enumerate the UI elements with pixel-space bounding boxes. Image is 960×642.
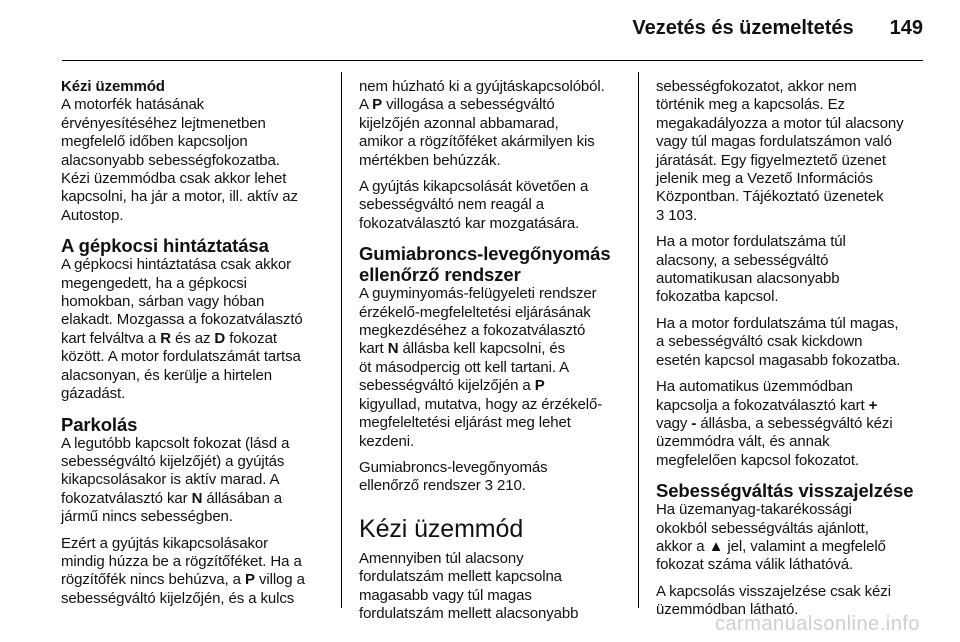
text-line: fokozatválasztó kar mozgatására. [359, 214, 580, 232]
text-line: kigyullad, mutatva, hogy az érzékelő- [359, 395, 603, 413]
section-heading: A gépkocsi hintáztatása [61, 235, 269, 257]
text-line: nem húzható ki a gyújtáskapcsolóból. [359, 78, 605, 95]
header-rule [62, 60, 923, 61]
text-line: alacsonyabb sebességfokozatba. [61, 151, 280, 169]
column-2 [359, 78, 625, 623]
text-line [359, 340, 625, 358]
text-line: gázadást. [61, 385, 126, 403]
text-line: homokban, sárban vagy hóban [61, 293, 265, 311]
section-heading: Sebességváltás visszajelzése [656, 480, 914, 502]
page-number: 149 [889, 17, 923, 39]
column-divider-1 [341, 72, 342, 608]
column-3 [656, 78, 920, 620]
text-line: között. A motor fordulatszámát tartsa [61, 348, 301, 366]
bold-symbol: R [160, 329, 171, 347]
text-line: automatikusan alacsonyabb [656, 270, 840, 288]
text-line: alacsonyan, és kerülje a hirtelen [61, 366, 272, 384]
text-line: elakadt. Mozgassa a fokozatválasztó [61, 311, 303, 329]
text-run: rögzítőfék nincs behúzva, a [61, 571, 245, 589]
text-line: fordulatszám mellett alacsonyabb [359, 604, 579, 622]
text-run: A [359, 96, 373, 114]
text-line: kijelzőjén azonnal abbamarad, [359, 114, 559, 132]
header-title: Vezetés és üzemeltetés [632, 17, 854, 39]
paragraph-gap [656, 225, 920, 233]
text-line: ellenőrző rendszer 3 210. [359, 477, 526, 495]
text-line: járatását. Egy figyelmeztető üzenet [656, 151, 886, 169]
text-line: jármű nincs sebességben. [61, 508, 233, 526]
text-line: kapcsolni, ha jár a motor, ill. aktív az [61, 188, 298, 206]
column-1 [61, 78, 325, 608]
text-line: megengedett, ha a gépkocsi [61, 274, 247, 292]
text-line: A guyminyomás-felügyeleti rendszer [359, 285, 597, 303]
column-divider-2 [638, 72, 639, 608]
paragraph-gap [656, 575, 920, 583]
text-line: Központban. Tájékoztató üzenetek [656, 188, 884, 206]
text-line: A motorfék hatásának [61, 96, 205, 114]
text-line: 3 103. [656, 206, 698, 224]
text-line: magasabb vagy túl magas [359, 586, 532, 604]
text-line: sebességfokozatot, akkor nem [656, 78, 857, 95]
text-run: kart felváltva a [61, 329, 161, 347]
paragraph-gap [656, 370, 920, 378]
text-line: Ha a motor fordulatszáma túl magas, [656, 314, 899, 332]
text-line [359, 377, 625, 395]
text-line [656, 397, 920, 415]
bold-symbol: D [214, 329, 226, 347]
text-line: sebességváltó kijelzőjét) a gyújtás [61, 452, 285, 470]
text-run: villogása a sebességváltó [382, 96, 555, 114]
text-line: Kézi üzemmódba csak akkor lehet [61, 170, 287, 188]
text-line: okokból sebességváltás ajánlott, [656, 519, 869, 537]
text-line [656, 415, 920, 433]
text-run: fokozat [225, 329, 277, 347]
text-run: akkor a [656, 537, 709, 555]
text-line: fokozat száma válik láthatóvá. [656, 556, 854, 574]
text-line: sebességváltó nem reagál a [359, 196, 545, 214]
paragraph-gap [359, 170, 625, 178]
paragraph-gap [61, 527, 325, 535]
section-heading: Parkolás [61, 413, 138, 435]
text-line: megfeleltetési eljárást meg lehet [359, 414, 571, 432]
text-run: fokozatválasztó kar [61, 489, 192, 507]
bold-symbol: N [191, 489, 203, 507]
text-line: A gépkocsi hintáztatása csak akkor [61, 256, 292, 274]
text-run: állásba kell kapcsolni, és [398, 340, 565, 358]
text-line: Ha üzemanyag-takarékossági [656, 501, 852, 519]
text-line: történik meg a kapcsolás. Ez [656, 96, 845, 114]
bold-symbol: P [534, 377, 545, 395]
text-line: mértékben behúzzák. [359, 151, 501, 169]
text-run: villog a [254, 571, 305, 589]
text-line: Ezért a gyújtás kikapcsolásakor [61, 534, 268, 552]
text-line: fokozatba kapcsol. [656, 288, 779, 306]
subheading: Kézi üzemmód [61, 78, 165, 95]
text-line: vagy túl magas fordulatszámon való [656, 133, 892, 151]
text-line: Ha automatikus üzemmódban [656, 378, 853, 396]
text-line: üzemmódban látható. [656, 601, 799, 619]
text-line: Autostop. [61, 206, 124, 224]
text-run: kapcsolja a fokozatválasztó kart [656, 396, 869, 414]
text-run: vagy [656, 414, 692, 432]
bold-symbol: N [387, 340, 399, 358]
text-run: állásba, a sebességváltó kézi [696, 414, 893, 432]
bold-symbol: P [372, 96, 383, 114]
section-heading: ellenőrző rendszer [359, 264, 521, 286]
text-line: amikor a rögzítőféket akármilyen kis [359, 133, 595, 151]
paragraph-gap [359, 451, 625, 459]
bold-symbol: + [868, 396, 878, 414]
watermark: carmanualsonline.info [714, 613, 920, 635]
text-line: alacsony, a sebességváltó [656, 251, 829, 269]
text-run: jel, valamint a megfelelő [723, 537, 886, 555]
chapter-heading: Kézi üzemmód [359, 514, 524, 543]
text-line: üzemmódra vált, és annak [656, 433, 830, 451]
text-line: megfelelő időben kapcsoljon [61, 133, 248, 151]
text-line: A kapcsolás visszajelzése csak kézi [656, 582, 891, 600]
text-line [359, 96, 625, 114]
text-line: sebességváltó kijelzőjén, és a kulcs [61, 589, 295, 607]
bold-symbol: P [244, 571, 255, 589]
bold-symbol: - [691, 414, 697, 432]
text-line: érvényesítéséhez lejtmenetben [61, 114, 266, 132]
text-run: kart [359, 340, 388, 358]
section-heading: Gumiabroncs-levegőnyomás [359, 243, 611, 265]
text-line: mindig húzza be a rögzítőféket. Ha a [61, 552, 302, 570]
text-line: megakadályozza a motor túl alacsony [656, 114, 904, 132]
text-line [656, 538, 920, 556]
text-line: öt másodpercig ott kell tartani. A [359, 358, 570, 376]
text-line [61, 330, 325, 348]
page-header [0, 14, 923, 42]
text-line: A gyújtás kikapcsolását követően a [359, 178, 589, 196]
text-line: A legutóbb kapcsolt fokozat (lásd a [61, 434, 290, 452]
text-line [61, 490, 325, 508]
text-line: jelenik meg a Vezető Információs [656, 170, 873, 188]
text-run: és az [170, 329, 215, 347]
text-line: érzékelő-megfeleltetési eljárásának [359, 303, 591, 321]
text-line: fordulatszám mellett kapcsolna [359, 568, 562, 586]
text-line: megkezdéséhez a fokozatválasztó [359, 322, 586, 340]
text-line: kezdeni. [359, 432, 415, 450]
text-line: esetén kapcsol magasabb fokozatba. [656, 351, 901, 369]
text-line: megfelelően kapcsol fokozatot. [656, 451, 859, 469]
text-line: Amennyiben túl alacsony [359, 549, 524, 567]
text-run: sebességváltó kijelzőjén a [359, 377, 535, 395]
text-line [61, 571, 325, 589]
text-line: a sebességváltó csak kickdown [656, 333, 863, 351]
text-line: Ha a motor fordulatszáma túl [656, 233, 846, 251]
text-line: kikapcsolásakor is aktív marad. A [61, 471, 280, 489]
bold-symbol: ▲ [708, 537, 724, 555]
text-line: Gumiabroncs-levegőnyomás [359, 458, 548, 476]
paragraph-gap [656, 307, 920, 315]
text-run: állásában a [202, 489, 282, 507]
